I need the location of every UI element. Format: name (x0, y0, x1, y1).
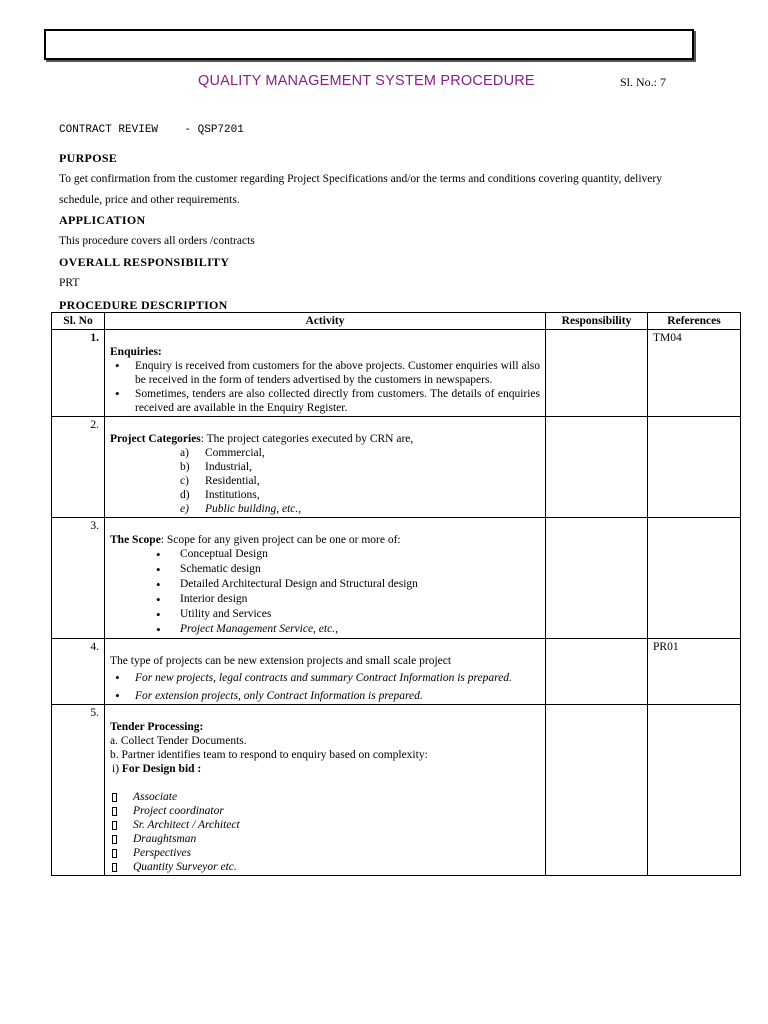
row-title: The Scope (110, 534, 161, 546)
category-list (110, 446, 540, 516)
serial-number: Sl. No.: 7 (620, 75, 667, 89)
table-row (52, 705, 741, 876)
list-item (133, 804, 540, 818)
intro-text: : Scope for any given project can be one or more of: (160, 534, 401, 546)
activity-cell (105, 639, 546, 705)
list-item (133, 832, 540, 846)
responsibility-cell (546, 417, 648, 518)
sub-step-title: For Design bid : (121, 763, 202, 775)
list-item-text: Industrial, (205, 461, 252, 473)
col-header-responsibility: Responsibility (546, 313, 648, 330)
list-item (180, 474, 540, 488)
list-item-text: Sr. Architect / Architect (133, 819, 240, 831)
row-title: Tender Processing: (110, 721, 204, 733)
table-row (52, 518, 741, 639)
table-row (52, 417, 741, 518)
sub-step-prefix: i) (112, 763, 120, 775)
list-item (133, 860, 540, 874)
activity-cell (105, 518, 546, 639)
bullet-list (110, 671, 540, 703)
reference-cell (648, 705, 741, 876)
list-marker: d) (180, 489, 190, 501)
responsibility-cell (546, 639, 648, 705)
table-header-row (52, 313, 741, 330)
intro-text: : The project categories executed by CRN are, (200, 433, 414, 445)
scope-list (110, 547, 540, 637)
list-item (133, 790, 540, 804)
list-item-text: Draughtsman (133, 833, 197, 845)
list-item: • Conceptual Design (180, 547, 540, 562)
row-intro (110, 533, 540, 547)
list-item: • Enquiry is received from customers for the above projects. Customer enquiries will also be received in the form of tenders advertised by the customers in newspapers. (135, 359, 540, 387)
reference-cell: PR01 (648, 639, 741, 705)
activity-cell (105, 330, 546, 417)
list-item-text: Commercial, (205, 447, 265, 459)
list-item-text: Perspectives (133, 847, 192, 859)
row-number: 5. (52, 705, 105, 876)
step-text: b. Partner identifies team to respond to enquiry based on complexity: (110, 749, 428, 761)
responsibility-cell (546, 705, 648, 876)
row-number: 3. (52, 518, 105, 639)
list-item (180, 460, 540, 474)
header-box (44, 29, 694, 60)
square-bullet-icon (112, 821, 117, 830)
procedure-heading: PROCEDURE DESCRIPTION (59, 298, 228, 312)
purpose-text: To get confirmation from the customer regarding Project Specifications and/or the terms and conditions covering quantity, delivery schedule, price and other requirements. (59, 173, 662, 206)
row-number: 4. (52, 639, 105, 705)
list-item (180, 502, 540, 516)
row-number: 1. (52, 330, 105, 417)
square-bullet-icon (112, 807, 117, 816)
application-heading: APPLICATION (59, 213, 146, 227)
row-intro: The type of projects can be new extension projects and small scale project (110, 655, 452, 667)
list-item-text: Institutions, (205, 489, 260, 501)
activity-cell (105, 705, 546, 876)
list-item: • Sometimes, tenders are also collected directly from customers. The details of enquiries received are available in the Enquiry Register. (135, 387, 540, 415)
square-bullet-icon (112, 863, 117, 872)
list-item: • Detailed Architectural Design and Structural design (180, 577, 540, 592)
row-title: Project Categories (110, 433, 201, 445)
col-header-references: References (648, 313, 741, 330)
list-item-text: Associate (133, 791, 178, 803)
list-item: • Utility and Services (180, 607, 540, 622)
responsibility-text: PRT (59, 277, 80, 289)
list-item-text: Quantity Surveyor etc. (133, 861, 237, 873)
responsibility-heading: OVERALL RESPONSIBILITY (59, 255, 230, 269)
col-header-activity: Activity (105, 313, 546, 330)
list-item: • Project Management Service, etc., (180, 622, 540, 637)
square-bullet-icon (112, 849, 117, 858)
application-text: This procedure covers all orders /contracts (59, 235, 255, 247)
col-header-no: Sl. No (52, 313, 105, 330)
list-item (180, 488, 540, 502)
responsibility-cell (546, 518, 648, 639)
row-number: 2. (52, 417, 105, 518)
purpose-heading: PURPOSE (59, 151, 118, 165)
list-marker: c) (180, 475, 189, 487)
sub-step (110, 762, 540, 776)
list-marker: a) (180, 447, 189, 459)
list-item: • For extension projects, only Contract Information is prepared. (135, 689, 540, 703)
reference-cell (648, 518, 741, 639)
list-item (133, 818, 540, 832)
activity-cell (105, 417, 546, 518)
list-item: • For new projects, legal contracts and summary Contract Information is prepared. (135, 671, 540, 685)
document-title: QUALITY MANAGEMENT SYSTEM PROCEDURE (198, 73, 535, 89)
row-title: Enquiries: (110, 346, 162, 358)
square-bullet-icon (112, 835, 117, 844)
list-item (133, 846, 540, 860)
list-marker: b) (180, 461, 190, 473)
step-text: a. Collect Tender Documents. (110, 735, 247, 747)
document-code: CONTRACT REVIEW - QSP7201 (59, 124, 244, 136)
row-intro (110, 432, 540, 446)
reference-cell (648, 417, 741, 518)
list-item (180, 446, 540, 460)
list-item-text: Public building, etc., (205, 503, 302, 515)
responsibility-cell (546, 330, 648, 417)
square-bullet-icon (112, 793, 117, 802)
list-item: • Interior design (180, 592, 540, 607)
team-list (110, 790, 540, 874)
reference-cell: TM04 (648, 330, 741, 417)
list-item-text: Project coordinator (133, 805, 224, 817)
list-item: • Schematic design (180, 562, 540, 577)
table-row (52, 330, 741, 417)
list-marker: e) (180, 503, 189, 515)
procedure-table (51, 312, 741, 876)
bullet-list (110, 359, 540, 415)
list-item-text: Residential, (205, 475, 260, 487)
table-row (52, 639, 741, 705)
